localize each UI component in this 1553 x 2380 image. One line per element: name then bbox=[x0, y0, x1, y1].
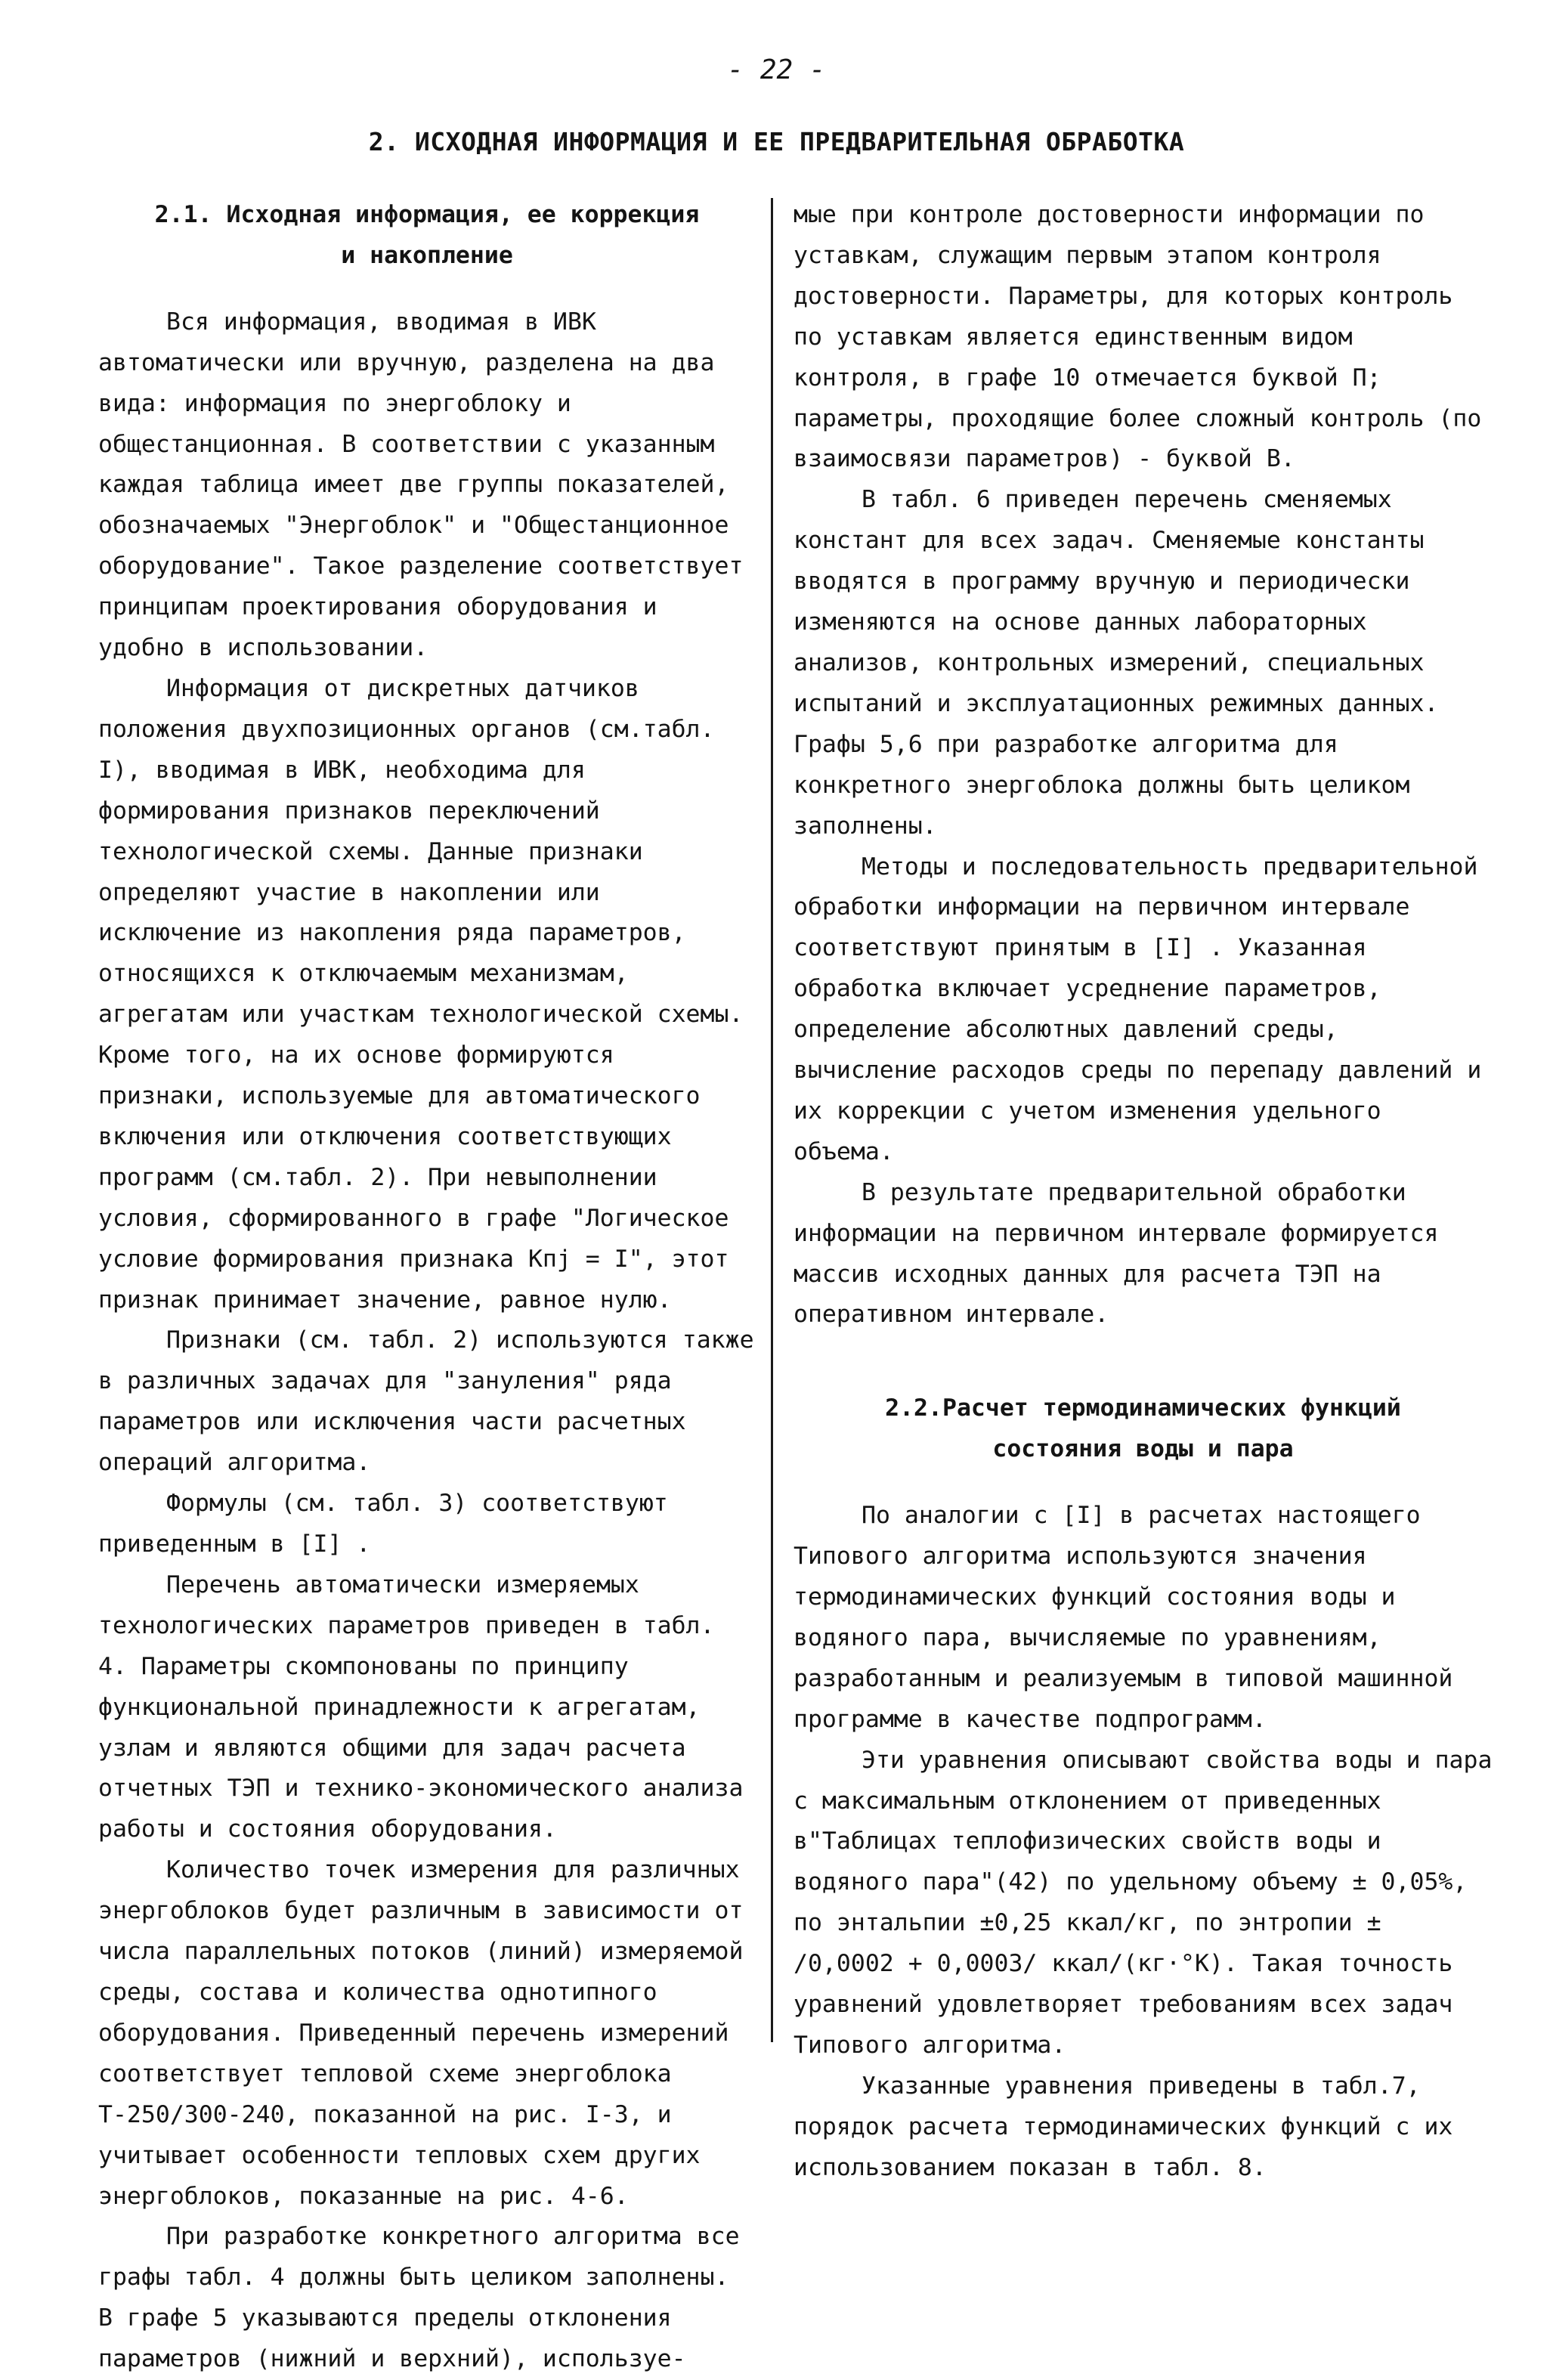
paragraph: Эти уравнения описывают свойства воды и пара с максимальным отклонением от приведенных в"Таблицах теплофизических свойств воды и водяного пара"(42) по удельному объему ± 0,05%, по энтальпии ±0,25 ккал/кг, по энтропии ± /0,0002 + 0,0003/ ккал/(кг·°К). Такая точность уравнений удовлетворяет требованиям всех задач Типового алгоритма. bbox=[794, 1746, 1507, 2059]
column-divider bbox=[771, 198, 773, 2042]
paragraph: Информация от дискретных датчиков положения двухпозиционных органов (см.табл. I), вводимая в ИВК, необходима для формирования признаков переключений технологической схемы. Данные признаки определяют участие в накоплении или исключение из накопления ряда параметров, относящихся к отключаемым механизмам, агрегатам или участкам технологической схемы. Кроме того, на их основе формируются признаки, используемые для автоматического включения или отключения соответствующих программ (см.табл. 2). При невыполнении условия, сформированного в графе "Логическое условие формирования признака Kпj = I", этот признак принимает значение, равное нулю. bbox=[98, 674, 758, 1314]
paragraph: Вся информация, вводимая в ИВК автоматически или вручную, разделена на два вида: информация по энергоблоку и общестанционная. В соответствии с указанным каждая таблица имеет две группы показателей, обозначаемых "Энергоблок" и "Общестанционное оборудование". Такое разделение соответствует принципам проектирования оборудования и удобно в использовании. bbox=[98, 308, 758, 662]
paragraph: Признаки (см. табл. 2) используются также в различных задачах для "зануления" ряда параметров или исключения части расчетных операций алгоритма. bbox=[98, 1326, 769, 1477]
paragraph: Формулы (см. табл. 3) соответствуют приведенным в [I] . bbox=[98, 1490, 682, 1558]
right-column bbox=[794, 195, 1507, 2189]
paragraph: мые при контроле достоверности информации по уставкам, служащим первым этапом контроля достоверности. Параметры, для которых контроль по уставкам является единственным видом контроля, в графе 10 отмечается буквой П; параметры, проходящие более сложный контроль (по взаимосвязи параметров) - буквой В. bbox=[794, 201, 1496, 473]
section-title: 2. ИСХОДНАЯ ИНФОРМАЦИЯ И ЕЕ ПРЕДВАРИТЕЛЬНАЯ ОБРАБОТКА bbox=[368, 127, 1185, 156]
paragraph: При разработке конкретного алгоритма все графы табл. 4 должны быть целиком заполнены. В графе 5 указываются пределы отклонения параметров (нижний и верхний), используе- bbox=[98, 2223, 754, 2373]
paragraph: В результате предварительной обработки информации на первичном интервале формируется массив исходных данных для расчета ТЭП на оперативном интервале. bbox=[794, 1178, 1453, 1329]
paragraph: Указанные уравнения приведены в табл.7, порядок расчета термодинамических функций с их использованием показан в табл. 8. bbox=[794, 2072, 1468, 2181]
page-number: - 22 - bbox=[727, 54, 826, 85]
paragraph: Количество точек измерения для различных энергоблоков будет различным в зависимости от числа параллельных потоков (линий) измеряемой среды, состава и количества однотипного оборудования. Приведенный перечень измерений соответствует тепловой схеме энергоблока Т-250/300-240, показанной на рис. I-3, и учитывает особенности тепловых схем других энергоблоков, показанные на рис. 4-6. bbox=[98, 1856, 758, 2210]
left-column bbox=[98, 195, 769, 2380]
subsection-heading-2-1: 2.1. Исходная информация, ее коррекция и накопление bbox=[154, 201, 700, 269]
paragraph: Перечень автоматически измеряемых технологических параметров приведен в табл. 4. Параметры скомпонованы по принципу функциональной принадлежности к агрегатам, узлам и являются общими для задач расчета отчетных ТЭП и технико-экономического анализа работы и состояния оборудования. bbox=[98, 1571, 758, 1843]
paragraph: В табл. 6 приведен перечень сменяемых констант для всех задач. Сменяемые константы вводятся в программу вручную и периодически изменяются на основе данных лабораторных анализов, контрольных измерений, специальных испытаний и эксплуатационных режимных данных. Графы 5,6 при разработке алгоритма для конкретного энергоблока должны быть целиком заполнены. bbox=[794, 486, 1453, 840]
subsection-heading-2-2: 2.2.Расчет термодинамических функций состояния воды и пара bbox=[885, 1394, 1401, 1463]
paragraph: Методы и последовательность предварительной обработки информации на первичном интервале соответствуют принятым в [I] . Указанная обработка включает усреднение параметров, определение абсолютных давлений среды, вычисление расходов среды по перепаду давлений и их коррекции с учетом изменения удельного объема. bbox=[794, 853, 1496, 1165]
paragraph: По аналогии с [I] в расчетах настоящего Типового алгоритма используются значения термодинамических функций состояния воды и водяного пара, вычисляемые по уравнениям, разработанным и реализуемым в типовой машинной программе в качестве подпрограмм. bbox=[794, 1502, 1468, 1733]
